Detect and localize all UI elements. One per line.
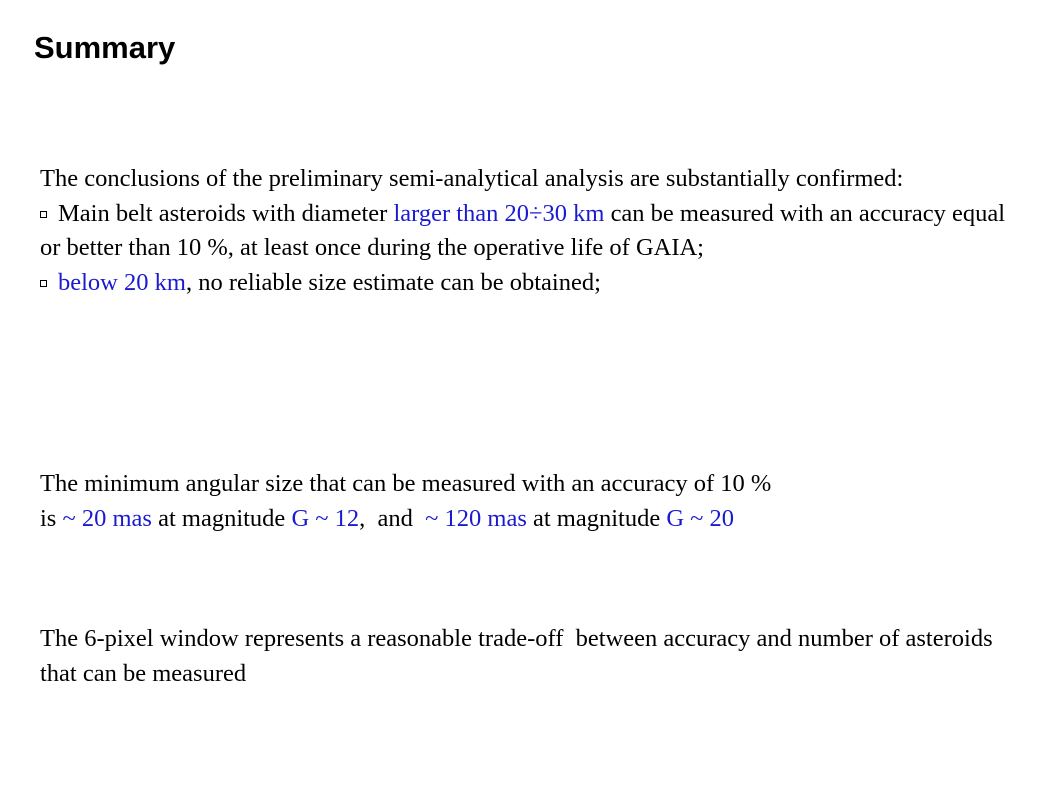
text-is: is	[40, 504, 63, 532]
bullet-text-highlight: below 20 km	[58, 268, 186, 296]
angular-size-line2	[40, 502, 1030, 537]
angular-size-line1: The minimum angular size that can be measured with an accuracy of 10 %	[40, 470, 772, 497]
bullet-text-post: can be measured with an accuracy equal or better than 10 %, at least once during the operative life of GAIA;	[40, 199, 1006, 261]
value-120-mas: ~ 120 mas	[425, 504, 527, 532]
magnitude-g20: G ~ 20	[666, 504, 735, 532]
pixel-window-text: The 6-pixel window represents a reasonable trade-off between accuracy and number of asteroids that can be measured	[40, 625, 999, 687]
conclusions-intro: The conclusions of the preliminary semi-analytical analysis are substantially confirmed:	[40, 165, 904, 192]
square-bullet-icon	[40, 211, 47, 218]
text-at-magnitude: at magnitude	[151, 504, 292, 532]
text-at-magnitude: at magnitude	[526, 504, 667, 532]
conclusions-block	[40, 162, 1030, 300]
angular-size-block	[40, 467, 1030, 536]
bullet-text-highlight: larger than 20÷30 km	[393, 199, 605, 227]
square-bullet-icon	[40, 280, 47, 287]
slide-title: Summary	[34, 30, 176, 65]
bullet-item-small-asteroids	[40, 266, 1030, 301]
bullet-item-large-asteroids	[40, 197, 1030, 266]
bullet-text-post: , no reliable size estimate can be obtained;	[185, 268, 601, 296]
text-and: , and	[359, 504, 426, 532]
pixel-window-block	[40, 622, 1030, 691]
bullet-text-pre: Main belt asteroids with diameter	[58, 199, 394, 227]
value-20-mas: ~ 20 mas	[62, 504, 152, 532]
magnitude-g12: G ~ 12	[291, 504, 360, 532]
